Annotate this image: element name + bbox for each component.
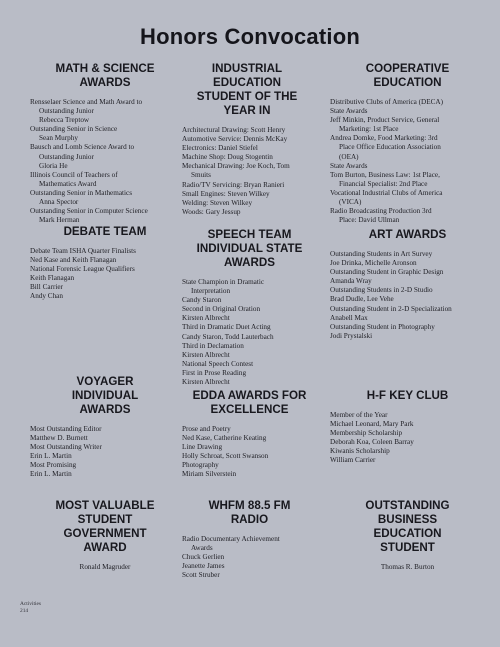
- award-line: Outstanding Junior: [39, 107, 94, 116]
- award-line: Outstanding Students in 2-D Studio: [330, 286, 433, 295]
- award-line: Member of the Year: [330, 411, 388, 419]
- award-list: [182, 535, 317, 580]
- award-line: Mathematics Award: [39, 179, 97, 188]
- award-line: Outstanding Student in 2-D Specialization: [330, 304, 452, 313]
- award-line: Electronics: Daniel Stiefel: [182, 144, 258, 153]
- heading-line: SPEECH TEAM: [207, 228, 292, 241]
- heading-line: EDUCATION: [373, 76, 442, 89]
- section-heading: [182, 499, 317, 527]
- award-line: Welding: Steven Wilkey: [182, 198, 253, 207]
- section-debate-team: [30, 225, 180, 302]
- award-line: Michael Leonard, Mary Park: [330, 420, 414, 429]
- heading-line: STUDENT OF THE: [196, 90, 298, 103]
- award-line: Small Engines: Steven Wilkey: [182, 189, 270, 198]
- heading-line: MOST VALUABLE: [55, 499, 155, 512]
- award-line: Third in Declamation: [182, 341, 244, 350]
- award-line: Financial Specialist: 2nd Place: [339, 179, 428, 188]
- section-heading: [330, 228, 485, 242]
- award-line: Keith Flanagan: [30, 274, 75, 283]
- award-line: Ronald Magruder: [79, 563, 131, 571]
- section-outstanding-business-student: [330, 499, 485, 572]
- section-heading: [330, 62, 485, 90]
- award-list: [330, 98, 485, 225]
- award-list: [182, 126, 312, 217]
- section-heading: [330, 389, 485, 403]
- award-line: Joe Drinka, Michelle Aronson: [330, 259, 417, 268]
- heading-line: GOVERNMENT: [63, 527, 147, 540]
- award-line: Outstanding Senior in Science: [30, 125, 118, 134]
- award-line: Prose and Poetry: [182, 425, 231, 433]
- footer-section-label: Activities: [20, 601, 41, 607]
- section-whfm-radio: [182, 499, 317, 580]
- award-line: Miriam Silverstein: [182, 470, 237, 479]
- award-line: Bill Carrier: [30, 283, 63, 292]
- award-line: William Carrier: [330, 456, 376, 465]
- section-student-government-award: [30, 499, 180, 572]
- award-line: Kirsten Albrecht: [182, 378, 230, 387]
- heading-line: AWARDS: [79, 76, 131, 89]
- heading-line: WHFM 88.5 FM: [208, 499, 291, 512]
- page-title: Honors Convocation: [140, 24, 360, 49]
- award-line: State Champion in Dramatic: [182, 278, 265, 286]
- heading-line: INDUSTRIAL: [211, 62, 283, 75]
- award-line: Distributive Clubs of America (DECA): [330, 98, 443, 106]
- heading-line: VOYAGER: [76, 375, 134, 388]
- heading-line: MATH & SCIENCE: [55, 62, 155, 75]
- heading-line: YEAR IN: [223, 104, 271, 117]
- award-list: [330, 563, 485, 572]
- heading-line: OUTSTANDING: [365, 499, 450, 512]
- heading-line: AWARDS: [79, 403, 131, 416]
- award-line: Debate Team ISHA Quarter Finalists: [30, 247, 136, 255]
- award-list: [330, 250, 485, 341]
- heading-line: EDUCATION: [373, 527, 442, 540]
- heading-line: INDIVIDUAL STATE: [196, 242, 303, 255]
- section-heading: [330, 499, 485, 555]
- award-line: Outstanding Senior in Computer Science: [30, 207, 148, 216]
- award-line: Kirsten Albrecht: [182, 350, 230, 359]
- award-line: Woods: Gary Jessup: [182, 207, 241, 216]
- award-line: Jeanette James: [182, 562, 225, 571]
- heading-line: EDUCATION: [212, 76, 282, 89]
- award-line: Radio Documentary Achievement: [182, 535, 280, 543]
- award-line: Sean Murphy: [39, 134, 78, 143]
- award-line: (VICA): [339, 198, 362, 207]
- award-line: Ned Kase and Keith Flanagan: [30, 256, 117, 265]
- award-list: [330, 411, 485, 466]
- section-speech-team: [182, 228, 317, 387]
- award-line: Most Outstanding Writer: [30, 443, 102, 452]
- section-voyager-awards: [30, 375, 180, 480]
- award-line: Outstanding Junior: [39, 152, 94, 161]
- section-math-science-awards: [30, 62, 180, 225]
- award-line: Vocational Industrial Clubs of America: [330, 188, 443, 197]
- award-line: Rensselaer Science and Math Award to: [30, 98, 143, 106]
- section-heading: [30, 225, 180, 239]
- award-line: State Awards: [330, 107, 368, 116]
- award-line: Andrea Domke, Food Marketing: 3rd: [330, 134, 438, 143]
- award-line: Machine Shop: Doug Stogentin: [182, 153, 273, 162]
- page-footer: [20, 601, 41, 614]
- award-line: Radio Broadcasting Production 3rd: [330, 207, 432, 216]
- award-line: Deborah Koa, Coleen Barray: [330, 438, 414, 447]
- award-line: National Forensic League Qualifiers: [30, 265, 135, 274]
- award-line: Matthew D. Burnett: [30, 434, 88, 443]
- heading-line: RADIO: [230, 513, 269, 526]
- award-line: Third in Dramatic Duet Acting: [182, 323, 271, 332]
- award-line: Smuits: [191, 171, 211, 180]
- heading-line: EDDA AWARDS FOR: [192, 389, 307, 402]
- section-heading: [182, 62, 312, 118]
- award-line: State Awards: [330, 161, 368, 170]
- section-heading: [30, 62, 180, 90]
- award-line: Most Promising: [30, 461, 77, 470]
- award-line: Architectural Drawing: Scott Henry: [182, 126, 286, 134]
- award-line: Mark Herman: [39, 216, 80, 225]
- award-line: Outstanding Student in Photography: [330, 322, 435, 331]
- section-cooperative-education: [330, 62, 485, 225]
- award-line: Candy Staron: [182, 296, 222, 305]
- heading-line: COOPERATIVE: [365, 62, 450, 75]
- award-line: Tom Burton, Business Law: 1st Place,: [330, 170, 440, 179]
- award-line: Line Drawing: [182, 443, 223, 452]
- heading-line: AWARD: [83, 541, 127, 554]
- award-line: Ned Kase, Catherine Keating: [182, 434, 267, 443]
- award-line: Andy Chan: [30, 292, 63, 301]
- award-line: Candy Staron, Todd Lauterbach: [182, 332, 274, 341]
- section-heading: [30, 499, 180, 555]
- section-industrial-education: [182, 62, 312, 217]
- award-line: Jeff Minkin, Product Service, General: [330, 116, 440, 125]
- award-line: Most Outstanding Editor: [30, 425, 102, 433]
- award-line: Gloria He: [39, 161, 68, 170]
- award-line: Outstanding Senior in Mathematics: [30, 188, 133, 197]
- award-line: Anna Spector: [39, 198, 79, 207]
- heading-line: INDIVIDUAL: [71, 389, 139, 402]
- award-line: (OEA): [339, 152, 359, 161]
- award-line: National Speech Contest: [182, 359, 254, 368]
- award-line: Kirsten Albrecht: [182, 314, 230, 323]
- heading-line: AWARDS: [224, 256, 275, 269]
- award-list: [182, 425, 317, 480]
- award-line: Erin L. Martin: [30, 452, 72, 461]
- award-line: Automotive Service: Dennis McKay: [182, 135, 288, 144]
- award-line: Interpretation: [191, 287, 231, 296]
- award-line: Thomas R. Burton: [380, 563, 435, 571]
- award-line: Erin L. Martin: [30, 470, 72, 479]
- award-line: Outstanding Student in Graphic Design: [330, 268, 444, 277]
- award-line: Scott Struber: [182, 571, 220, 580]
- section-hf-key-club: [330, 389, 485, 466]
- award-line: Chuck Gerlien: [182, 553, 225, 562]
- heading-line: BUSINESS: [377, 513, 438, 526]
- award-line: Second in Original Oration: [182, 305, 261, 314]
- award-line: Mechanical Drawing: Joe Koch, Tom: [182, 162, 290, 171]
- award-line: Anabell Max: [330, 313, 368, 322]
- heading-line: ART AWARDS: [368, 228, 447, 241]
- award-list: [30, 563, 180, 572]
- heading-line: EXCELLENCE: [210, 403, 289, 416]
- award-line: Illinois Council of Teachers of: [30, 170, 118, 179]
- award-line: Place Office Education Association: [339, 143, 441, 152]
- award-line: Brad Dudle, Lee Vehe: [330, 295, 394, 304]
- award-list: [182, 278, 317, 387]
- section-heading: [30, 375, 180, 417]
- award-line: Kiwanis Scholarship: [330, 447, 390, 456]
- award-line: Rebecca Treptow: [39, 116, 90, 125]
- award-line: Membership Scholarship: [330, 429, 403, 438]
- award-list: [30, 98, 180, 225]
- award-line: Amanda Wray: [330, 277, 372, 286]
- award-line: Photography: [182, 461, 219, 470]
- heading-line: H-F KEY CLUB: [366, 389, 449, 402]
- award-line: Bausch and Lomb Science Award to: [30, 143, 135, 152]
- award-line: Awards: [191, 544, 213, 553]
- section-heading: [182, 389, 317, 417]
- award-line: First in Prose Reading: [182, 368, 247, 377]
- section-art-awards: [330, 228, 485, 341]
- heading-line: STUDENT: [77, 513, 133, 526]
- section-edda-awards: [182, 389, 317, 480]
- section-heading: [182, 228, 317, 270]
- award-list: [30, 425, 180, 480]
- award-line: Place: David Ullman: [339, 216, 400, 225]
- heading-line: DEBATE TEAM: [63, 225, 147, 238]
- award-line: Jodi Prystalski: [330, 331, 373, 340]
- page-number: 214: [20, 607, 29, 614]
- heading-line: STUDENT: [380, 541, 435, 554]
- award-line: Radio/TV Servicing: Bryan Ranieri: [182, 180, 285, 189]
- award-line: Holly Schroat, Scott Swanson: [182, 452, 269, 461]
- award-line: Marketing: 1st Place: [339, 125, 399, 134]
- award-line: Outstanding Students in Art Survey: [330, 250, 433, 258]
- award-list: [30, 247, 180, 302]
